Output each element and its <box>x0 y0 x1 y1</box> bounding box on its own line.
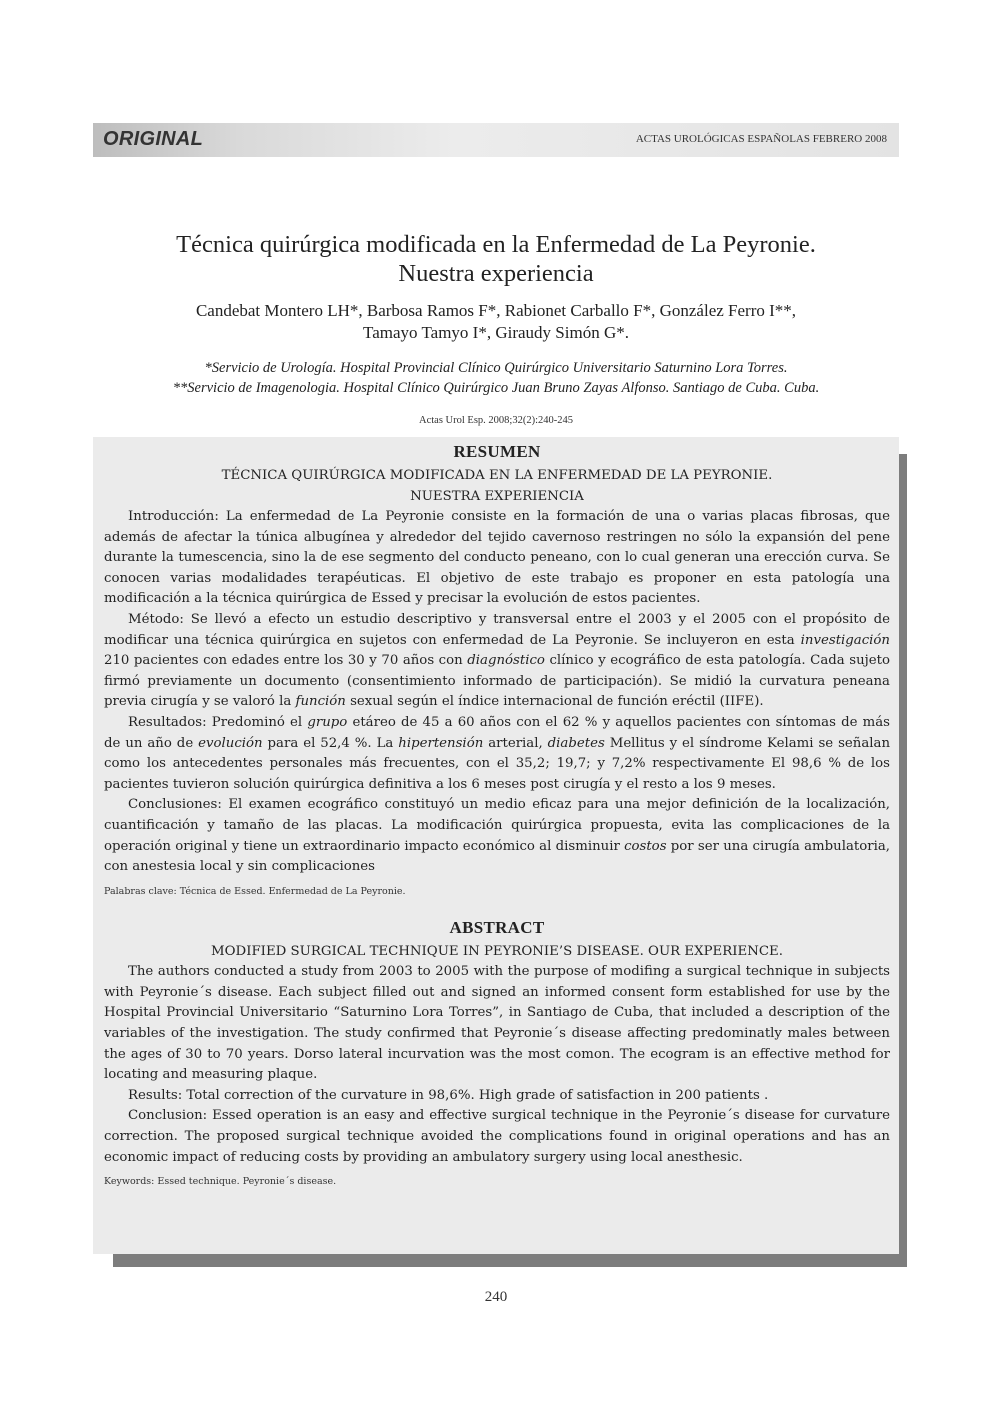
abstract-conclusion: Conclusion: Essed operation is an easy and effective surgical technique in the Peyronie´s disease for curvature correction. The proposed surgical technique avoided the complications found in original operations and has an economic impact of reducing costs by providing an ambulatory surgery using local anesthesic. <box>104 1108 890 1165</box>
palabras-clave: Palabras clave: Técnica de Essed. Enfermedad de La Peyronie. <box>104 885 406 897</box>
authors-line-1: Candebat Montero LH*, Barbosa Ramos F*, Rabionet Carballo F*, González Ferro I**, <box>195 301 797 320</box>
resumen-metodo: Método: Se llevó a efecto un estudio descriptivo y transversal entre el 2003 y el 2005 con el propósito de modificar una técnica quirúrgica en sujetos con enfermedad de La Peyronie. Se incluyeron en esta investigación 210 pacientes con edades entre los 30 y 70 años con diagnóstico clínico y ecográfico de esta patología. Cada sujeto firmó previamente un documento (consentimiento informado de participación). Se midió la curvatura peneana previa cirugía y se valoró la función sexual según el índice internacional de función eréctil (IIFE). <box>104 611 890 710</box>
header-band <box>93 123 899 157</box>
abstract-paragraph-1: The authors conducted a study from 2003 to 2005 with the purpose of modifing a surgical technique in subjects with Peyronie´s disease. Each subject filled out and signed an informed consent form established for use by the Hospital Provincial Universitario “Saturnino Lora Torres”, in Santiago de Cuba, that included a description of the variables of the investigation. The study confirmed that Peyronie´s disease affecting predominatly males between the ages of 30 to 70 years. Dorso lateral incurvation was the most comon. The ecogram is an effective method for locating and measuring plaque. <box>104 964 890 1083</box>
article-title <box>60 230 932 288</box>
abstract-box <box>93 437 899 1254</box>
affiliation-1: *Servicio de Urología. Hospital Provincial Clínico Quirúrgico Universitario Saturnino Lora Torres. <box>204 360 788 376</box>
abstract-box-content <box>104 437 890 1187</box>
resumen-subtitle-1: TÉCNICA QUIRÚRGICA MODIFICADA EN LA ENFERMEDAD DE LA PEYRONIE. <box>221 468 773 483</box>
authors-line-2: Tamayo Tamyo I*, Giraudy Simón G*. <box>363 323 629 342</box>
citation-line: Actas Urol Esp. 2008;32(2):240-245 <box>419 415 573 426</box>
resumen-conclusiones: Conclusiones: El examen ecográfico constituyó un medio eficaz para una mejor definición de la localización, cuantificación y tamaño de las placas. La modificación quirúrgica propuesta, evita las complicaciones de la operación original y tiene un extraordinario impacto económico al disminuir costos por ser una cirugía ambulatoria, con anestesia local y sin complicaciones <box>104 797 890 875</box>
journal-running-head: ACTAS UROLÓGICAS ESPAÑOLAS FEBRERO 2008 <box>635 133 887 145</box>
resumen-subtitle-2: NUESTRA EXPERIENCIA <box>410 488 584 504</box>
title-line-2: Nuestra experiencia <box>398 260 594 287</box>
author-list <box>60 300 932 344</box>
abstract-heading: ABSTRACT <box>449 917 545 937</box>
page-number: 240 <box>484 1289 508 1305</box>
title-line-1: Técnica quirúrgica modificada en la Enfermedad de La Peyronie. <box>176 231 816 258</box>
abstract-results: Results: Total correction of the curvature in 98,6%. High grade of satisfaction in 200 patients . <box>128 1087 769 1103</box>
resumen-introduccion: Introducción: La enfermedad de La Peyronie consiste en la formación de una o varias placas fibrosas, que además de afectar la túnica albugínea y alrededor del tejido cavernoso restringen no sólo la expansión del pene durante la tumescencia, sino la de ese segmento del conducto peneano, con lo cual generan una erección curva. Se conocen varias modalidades terapéuticas. El objetivo de este trabajo es proponer en esta patología una modificación a la técnica quirúrgica de Essed y precisar la evolución de estos pacientes. <box>104 509 890 607</box>
abstract-subtitle: MODIFIED SURGICAL TECHNIQUE IN PEYRONIE’S DISEASE. OUR EXPERIENCE. <box>211 943 783 959</box>
affiliations <box>60 358 932 398</box>
keywords: Keywords: Essed technique. Peyronie´s disease. <box>104 1176 337 1188</box>
affiliation-2: **Servicio de Imagenologia. Hospital Clínico Quirúrgico Juan Bruno Zayas Alfonso. Santiago de Cuba. Cuba. <box>172 380 820 396</box>
resumen-heading: RESUMEN <box>453 442 541 461</box>
resumen-resultados: Resultados: Predominó el grupo etáreo de 45 a 60 años con el 62 % y aquellos pacientes con síntomas de más de un año de evolución para el 52,4 %. La hipertensión arterial, diabetes Mellitus y el síndrome Kelami se señalan como los antecedentes personales más frecuentes, con el 35,2; 19,7; y 7,2% respectivamente El 98,6 % de los pacientes tuvieron solución quirúrgica definitiva a los 6 meses post cirugía y el resto a los 9 meses. <box>104 714 891 792</box>
section-label: ORIGINAL <box>103 128 204 150</box>
